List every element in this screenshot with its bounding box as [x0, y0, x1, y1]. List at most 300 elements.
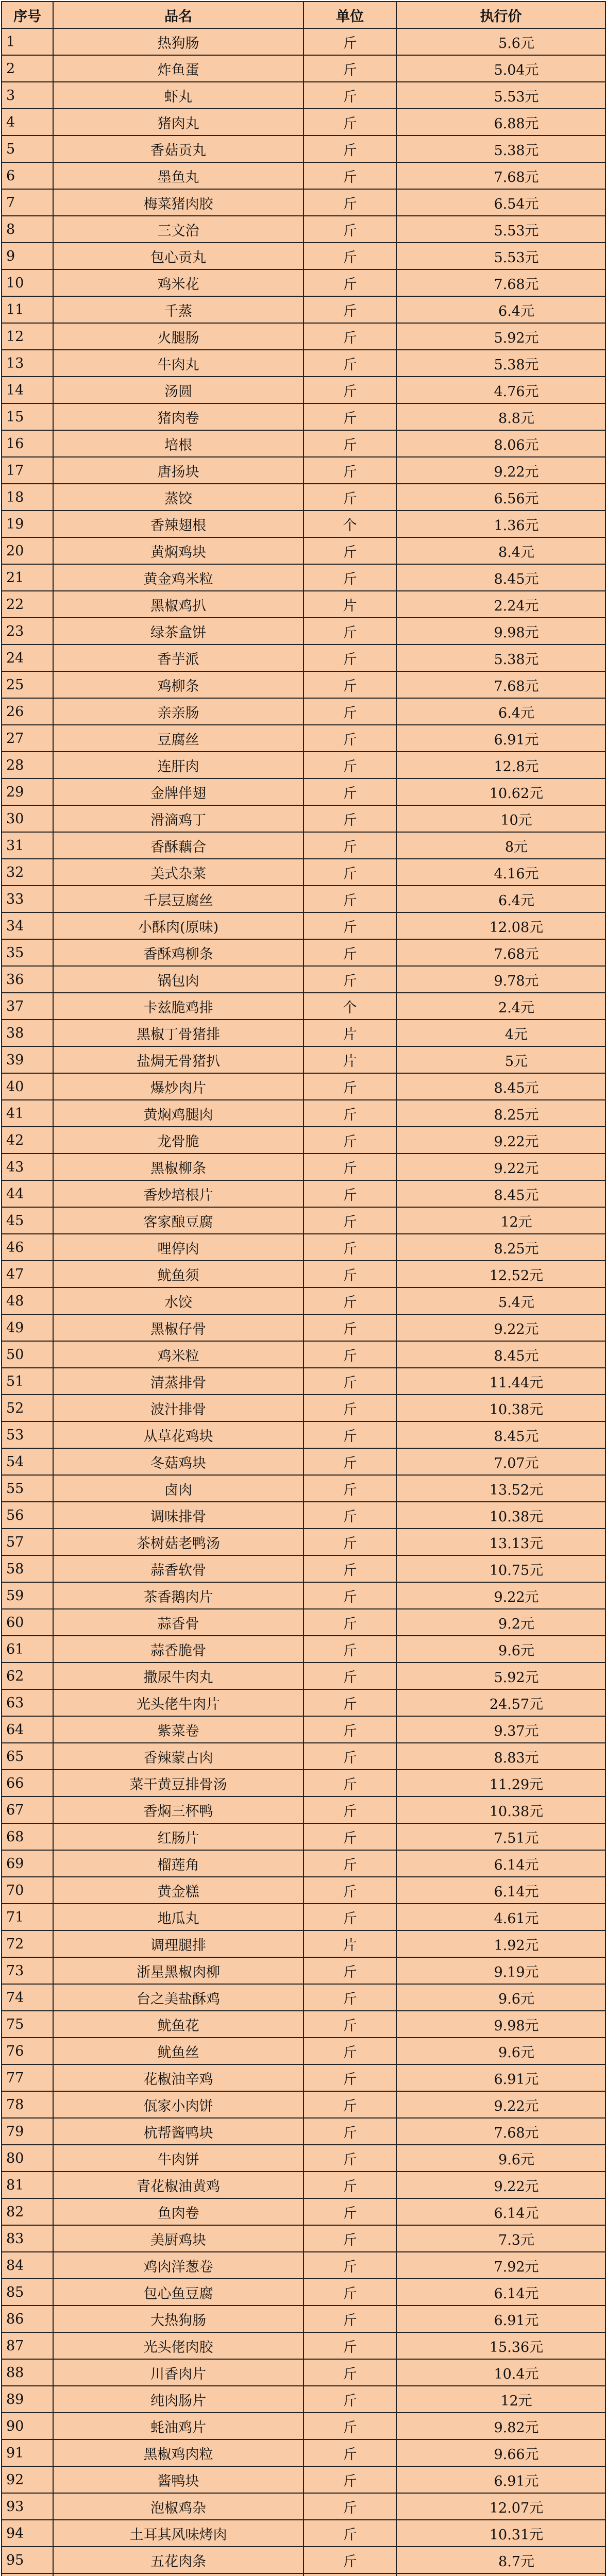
table-body — [2, 28, 605, 2576]
row-price: 9.6元 — [396, 2038, 605, 2064]
row-unit: 斤 — [304, 805, 396, 832]
row-unit: 斤 — [304, 725, 396, 752]
row-seq: 11 — [2, 296, 53, 323]
row-seq: 93 — [2, 2493, 53, 2520]
row-price: 6.91元 — [396, 2466, 605, 2493]
row-unit: 斤 — [304, 698, 396, 725]
row-name: 鱿鱼花 — [53, 2011, 304, 2038]
row-name: 五花肉条 — [53, 2547, 304, 2573]
row-unit: 斤 — [304, 2225, 396, 2252]
row-unit: 片 — [304, 1020, 396, 1046]
table-row — [2, 1421, 605, 1448]
row-price: 8元 — [396, 832, 605, 859]
table-row — [2, 1127, 605, 1154]
row-price: 8.25元 — [396, 1100, 605, 1127]
row-name: 香焖三杯鸭 — [53, 1797, 304, 1823]
row-price: 10.38元 — [396, 1395, 605, 1421]
row-name: 香酥鸡柳条 — [53, 939, 304, 966]
row-seq: 63 — [2, 1689, 53, 1716]
row-price: 9.22元 — [396, 2172, 605, 2198]
table-row — [2, 537, 605, 564]
row-unit: 斤 — [304, 135, 396, 162]
row-seq: 17 — [2, 457, 53, 484]
row-name: 三文治 — [53, 216, 304, 243]
row-name: 包心鱼豆腐 — [53, 2279, 304, 2306]
row-seq: 91 — [2, 2439, 53, 2466]
row-seq: 51 — [2, 1368, 53, 1395]
row-price: 1.36元 — [396, 511, 605, 537]
row-price: 6.14元 — [396, 1850, 605, 1877]
row-price: 5.4元 — [396, 1287, 605, 1314]
row-unit: 片 — [304, 1930, 396, 1957]
row-unit: 斤 — [304, 1287, 396, 1314]
row-unit: 斤 — [304, 162, 396, 189]
table-row — [2, 698, 605, 725]
row-seq: 59 — [2, 1582, 53, 1609]
table-row — [2, 2064, 605, 2091]
table-row — [2, 430, 605, 457]
row-unit: 斤 — [304, 430, 396, 457]
row-name: 浙星黑椒肉柳 — [53, 1957, 304, 1984]
row-unit: 斤 — [304, 1555, 396, 1582]
row-price: 6.54元 — [396, 189, 605, 216]
row-seq: 69 — [2, 1850, 53, 1877]
table-row — [2, 778, 605, 805]
row-price: 11.44元 — [396, 1368, 605, 1395]
row-name: 炸鱼蛋 — [53, 55, 304, 82]
row-seq: 53 — [2, 1421, 53, 1448]
row-name: 酱鸭块 — [53, 2466, 304, 2493]
row-unit: 斤 — [304, 1421, 396, 1448]
row-unit: 斤 — [304, 912, 396, 939]
row-unit: 斤 — [304, 269, 396, 296]
row-name: 蒜香脆骨 — [53, 1636, 304, 1663]
row-name: 金牌伴翅 — [53, 778, 304, 805]
table-row — [2, 1904, 605, 1930]
row-name: 鸡米粒 — [53, 1341, 304, 1368]
row-price: 7.3元 — [396, 2225, 605, 2252]
row-price: 8.45元 — [396, 1073, 605, 1100]
table-row — [2, 1502, 605, 1529]
row-name: 大热狗肠 — [53, 2306, 304, 2332]
row-price: 8.83元 — [396, 1743, 605, 1770]
row-name: 撒尿牛肉丸 — [53, 1663, 304, 1689]
table-row — [2, 2439, 605, 2466]
row-unit: 斤 — [304, 2386, 396, 2413]
row-seq: 25 — [2, 671, 53, 698]
table-row — [2, 1261, 605, 1287]
table-row — [2, 859, 605, 886]
row-unit: 斤 — [304, 1073, 396, 1100]
row-name: 唐扬块 — [53, 457, 304, 484]
row-price: 5.92元 — [396, 1663, 605, 1689]
row-seq: 71 — [2, 1904, 53, 1930]
row-price: 12.8元 — [396, 752, 605, 778]
table-row — [2, 1529, 605, 1555]
row-name: 梅菜猪肉胶 — [53, 189, 304, 216]
row-price: 12元 — [396, 1207, 605, 1234]
row-unit: 斤 — [304, 2493, 396, 2520]
row-unit: 斤 — [304, 323, 396, 350]
row-seq: 79 — [2, 2118, 53, 2145]
row-name: 青花椒油黄鸡 — [53, 2172, 304, 2198]
row-unit: 斤 — [304, 2172, 396, 2198]
table-row — [2, 269, 605, 296]
row-unit: 斤 — [304, 1207, 396, 1234]
row-name: 冬菇鸡块 — [53, 1448, 304, 1475]
row-price: 9.22元 — [396, 1127, 605, 1154]
table-row — [2, 55, 605, 82]
table-row — [2, 591, 605, 618]
row-price: 5.92元 — [396, 323, 605, 350]
row-unit: 斤 — [304, 537, 396, 564]
row-price: 10.62元 — [396, 778, 605, 805]
row-unit: 斤 — [304, 82, 396, 109]
row-name: 清蒸排骨 — [53, 1368, 304, 1395]
row-unit: 斤 — [304, 1100, 396, 1127]
table-row — [2, 966, 605, 993]
row-unit: 斤 — [304, 1368, 396, 1395]
table-row — [2, 2011, 605, 2038]
row-price: 12元 — [396, 2386, 605, 2413]
row-name: 台之美盐酥鸡 — [53, 1984, 304, 2011]
row-price: 7.51元 — [396, 1823, 605, 1850]
row-name: 鸡米花 — [53, 269, 304, 296]
row-name: 豆腐丝 — [53, 725, 304, 752]
table-row — [2, 1234, 605, 1261]
row-unit: 斤 — [304, 1502, 396, 1529]
row-unit: 斤 — [304, 55, 396, 82]
row-unit: 斤 — [304, 2145, 396, 2172]
row-price: 7.68元 — [396, 2118, 605, 2145]
row-price: 13.52元 — [396, 1475, 605, 1502]
row-price: 12.52元 — [396, 1261, 605, 1287]
row-price: 6.4元 — [396, 698, 605, 725]
row-name: 虾丸 — [53, 82, 304, 109]
row-price: 9.22元 — [396, 2091, 605, 2118]
row-name: 哩停肉 — [53, 1234, 304, 1261]
row-price: 4.61元 — [396, 1904, 605, 1930]
table-row — [2, 2520, 605, 2547]
row-seq: 88 — [2, 2359, 53, 2386]
row-seq: 9 — [2, 243, 53, 269]
table-row — [2, 457, 605, 484]
row-unit: 斤 — [304, 1636, 396, 1663]
table-row — [2, 135, 605, 162]
row-price: 5.53元 — [396, 82, 605, 109]
row-seq: 30 — [2, 805, 53, 832]
row-name: 蒜香软骨 — [53, 1555, 304, 1582]
table-row — [2, 1582, 605, 1609]
table-row — [2, 1046, 605, 1073]
table-row — [2, 2332, 605, 2359]
row-price: 6.14元 — [396, 2198, 605, 2225]
row-seq: 70 — [2, 1877, 53, 1904]
row-seq: 87 — [2, 2332, 53, 2359]
row-seq: 15 — [2, 403, 53, 430]
table-row — [2, 645, 605, 671]
row-unit: 斤 — [304, 2011, 396, 2038]
row-seq: 45 — [2, 1207, 53, 1234]
row-seq: 20 — [2, 537, 53, 564]
row-name: 泡椒鸡杂 — [53, 2493, 304, 2520]
row-seq: 78 — [2, 2091, 53, 2118]
table-row — [2, 2038, 605, 2064]
table-row — [2, 1180, 605, 1207]
row-price: 9.78元 — [396, 966, 605, 993]
row-seq: 94 — [2, 2520, 53, 2547]
row-seq: 36 — [2, 966, 53, 993]
row-seq: 18 — [2, 484, 53, 511]
table-row — [2, 28, 605, 55]
row-unit: 斤 — [304, 1127, 396, 1154]
header-unit: 单位 — [304, 2, 396, 28]
table-row — [2, 1609, 605, 1636]
table-row — [2, 189, 605, 216]
row-name: 卡兹脆鸡排 — [53, 993, 304, 1020]
table-row — [2, 564, 605, 591]
row-unit: 斤 — [304, 859, 396, 886]
row-seq: 40 — [2, 1073, 53, 1100]
row-unit: 斤 — [304, 1770, 396, 1797]
row-seq: 7 — [2, 189, 53, 216]
row-price: 6.14元 — [396, 2279, 605, 2306]
row-price: 9.2元 — [396, 1609, 605, 1636]
table-row — [2, 1877, 605, 1904]
table-row — [2, 1020, 605, 1046]
row-price: 8.45元 — [396, 1180, 605, 1207]
row-price: 9.98元 — [396, 2011, 605, 2038]
row-unit: 斤 — [304, 1314, 396, 1341]
row-unit: 斤 — [304, 2306, 396, 2332]
row-price: 5.04元 — [396, 55, 605, 82]
row-name: 锅包肉 — [53, 966, 304, 993]
row-unit: 斤 — [304, 2547, 396, 2573]
row-unit: 斤 — [304, 2359, 396, 2386]
row-name: 地瓜丸 — [53, 1904, 304, 1930]
row-name: 热狗肠 — [53, 28, 304, 55]
table-row — [2, 2091, 605, 2118]
row-name: 蚝油鸡片 — [53, 2413, 304, 2439]
table-row — [2, 323, 605, 350]
row-name: 杭帮酱鸭块 — [53, 2118, 304, 2145]
row-seq: 26 — [2, 698, 53, 725]
row-price: 5.38元 — [396, 135, 605, 162]
row-unit: 斤 — [304, 216, 396, 243]
row-unit: 斤 — [304, 1689, 396, 1716]
row-unit: 斤 — [304, 1663, 396, 1689]
row-seq: 83 — [2, 2225, 53, 2252]
row-name: 茶香鹅肉片 — [53, 1582, 304, 1609]
row-price: 4元 — [396, 1020, 605, 1046]
row-price: 6.56元 — [396, 484, 605, 511]
row-name: 鱿鱼须 — [53, 1261, 304, 1287]
row-price: 7.07元 — [396, 1448, 605, 1475]
row-unit: 斤 — [304, 1341, 396, 1368]
row-price: 4.76元 — [396, 377, 605, 403]
row-seq: 57 — [2, 1529, 53, 1555]
row-price: 10.38元 — [396, 1502, 605, 1529]
row-seq: 72 — [2, 1930, 53, 1957]
row-price: 6.91元 — [396, 725, 605, 752]
table-row — [2, 1154, 605, 1180]
row-name: 鱼肉卷 — [53, 2198, 304, 2225]
row-seq: 66 — [2, 1770, 53, 1797]
table-row — [2, 1100, 605, 1127]
row-price: 9.66元 — [396, 2439, 605, 2466]
table-row — [2, 2466, 605, 2493]
row-name: 波汁排骨 — [53, 1395, 304, 1421]
row-unit: 斤 — [304, 564, 396, 591]
row-name: 红肠片 — [53, 1823, 304, 1850]
row-price: 5.38元 — [396, 645, 605, 671]
row-seq: 10 — [2, 269, 53, 296]
row-name: 菜干黄豆排骨汤 — [53, 1770, 304, 1797]
row-name: 川香肉片 — [53, 2359, 304, 2386]
row-price: 4.16元 — [396, 859, 605, 886]
table-row — [2, 216, 605, 243]
table-row — [2, 2118, 605, 2145]
row-seq: 46 — [2, 1234, 53, 1261]
row-seq: 75 — [2, 2011, 53, 2038]
row-name: 爆炒肉片 — [53, 1073, 304, 1100]
row-name: 美式杂菜 — [53, 859, 304, 886]
table-row — [2, 618, 605, 645]
row-unit: 斤 — [304, 2198, 396, 2225]
row-name: 黄焖鸡腿肉 — [53, 1100, 304, 1127]
row-unit: 斤 — [304, 778, 396, 805]
row-price: 8.7元 — [396, 2547, 605, 2573]
row-name: 黄金糕 — [53, 1877, 304, 1904]
row-seq: 6 — [2, 162, 53, 189]
row-price: 9.19元 — [396, 1957, 605, 1984]
row-seq: 12 — [2, 323, 53, 350]
row-seq: 21 — [2, 564, 53, 591]
row-name: 美厨鸡块 — [53, 2225, 304, 2252]
row-name: 汤圆 — [53, 377, 304, 403]
row-name: 鱿鱼丝 — [53, 2038, 304, 2064]
row-name: 包心贡丸 — [53, 243, 304, 269]
row-unit: 斤 — [304, 1823, 396, 1850]
row-unit: 片 — [304, 591, 396, 618]
row-unit: 斤 — [304, 1529, 396, 1555]
row-unit: 斤 — [304, 28, 396, 55]
row-name: 光头佬牛肉片 — [53, 1689, 304, 1716]
row-unit: 斤 — [304, 2252, 396, 2279]
table-row — [2, 1743, 605, 1770]
table-row — [2, 1368, 605, 1395]
row-seq: 50 — [2, 1341, 53, 1368]
table-row — [2, 2198, 605, 2225]
row-price: 9.22元 — [396, 1314, 605, 1341]
table-row — [2, 243, 605, 269]
row-price: 7.68元 — [396, 671, 605, 698]
row-price: 15.36元 — [396, 2332, 605, 2359]
row-price: 8.8元 — [396, 403, 605, 430]
row-name: 鸡柳条 — [53, 671, 304, 698]
row-name: 香芋派 — [53, 645, 304, 671]
table-row — [2, 2493, 605, 2520]
row-seq: 31 — [2, 832, 53, 859]
row-unit: 个 — [304, 993, 396, 1020]
row-unit: 斤 — [304, 645, 396, 671]
table-row — [2, 511, 605, 537]
row-seq: 65 — [2, 1743, 53, 1770]
row-name: 纯肉肠片 — [53, 2386, 304, 2413]
table-row — [2, 1797, 605, 1823]
table-row — [2, 2279, 605, 2306]
row-price: 7.92元 — [396, 2252, 605, 2279]
row-unit: 斤 — [304, 1448, 396, 1475]
row-name: 客家酿豆腐 — [53, 1207, 304, 1234]
row-price: 9.98元 — [396, 618, 605, 645]
table-row — [2, 1475, 605, 1502]
row-unit: 斤 — [304, 1957, 396, 1984]
row-seq: 48 — [2, 1287, 53, 1314]
table-row — [2, 1823, 605, 1850]
row-name: 从草花鸡块 — [53, 1421, 304, 1448]
row-seq: 3 — [2, 82, 53, 109]
row-name: 光头佬肉胶 — [53, 2332, 304, 2359]
table-row — [2, 1207, 605, 1234]
row-seq: 42 — [2, 1127, 53, 1154]
table-row — [2, 1287, 605, 1314]
row-seq: 90 — [2, 2413, 53, 2439]
header-row — [2, 2, 605, 28]
row-seq: 22 — [2, 591, 53, 618]
header-seq: 序号 — [2, 2, 53, 28]
row-seq: 1 — [2, 28, 53, 55]
row-name: 猪肉丸 — [53, 109, 304, 135]
table-row — [2, 1850, 605, 1877]
row-price: 7.68元 — [396, 939, 605, 966]
row-unit: 斤 — [304, 1877, 396, 1904]
row-name: 黄金鸡米粒 — [53, 564, 304, 591]
row-price: 6.91元 — [396, 2306, 605, 2332]
table-row — [2, 2413, 605, 2439]
row-price: 6.91元 — [396, 2064, 605, 2091]
table-row — [2, 1636, 605, 1663]
row-name: 黑椒鸡扒 — [53, 591, 304, 618]
row-price: 9.6元 — [396, 1636, 605, 1663]
row-unit: 斤 — [304, 618, 396, 645]
row-seq: 14 — [2, 377, 53, 403]
row-seq: 16 — [2, 430, 53, 457]
row-price: 8.25元 — [396, 1234, 605, 1261]
row-seq: 61 — [2, 1636, 53, 1663]
table-row — [2, 403, 605, 430]
row-unit — [304, 2573, 396, 2576]
row-price: 10.4元 — [396, 2359, 605, 2386]
row-seq: 80 — [2, 2145, 53, 2172]
row-price: 1.92元 — [396, 1930, 605, 1957]
row-price: 13.13元 — [396, 1529, 605, 1555]
row-price: 10.75元 — [396, 1555, 605, 1582]
row-price: 6.88元 — [396, 109, 605, 135]
row-unit: 斤 — [304, 1395, 396, 1421]
row-seq: 13 — [2, 350, 53, 377]
row-seq: 74 — [2, 1984, 53, 2011]
table-row — [2, 939, 605, 966]
row-unit: 斤 — [304, 243, 396, 269]
row-unit: 斤 — [304, 2118, 396, 2145]
table-row — [2, 912, 605, 939]
row-unit: 斤 — [304, 1609, 396, 1636]
row-name: 火腿肠 — [53, 323, 304, 350]
row-name: 亲亲肠 — [53, 698, 304, 725]
row-unit: 斤 — [304, 2091, 396, 2118]
row-price: 10元 — [396, 805, 605, 832]
